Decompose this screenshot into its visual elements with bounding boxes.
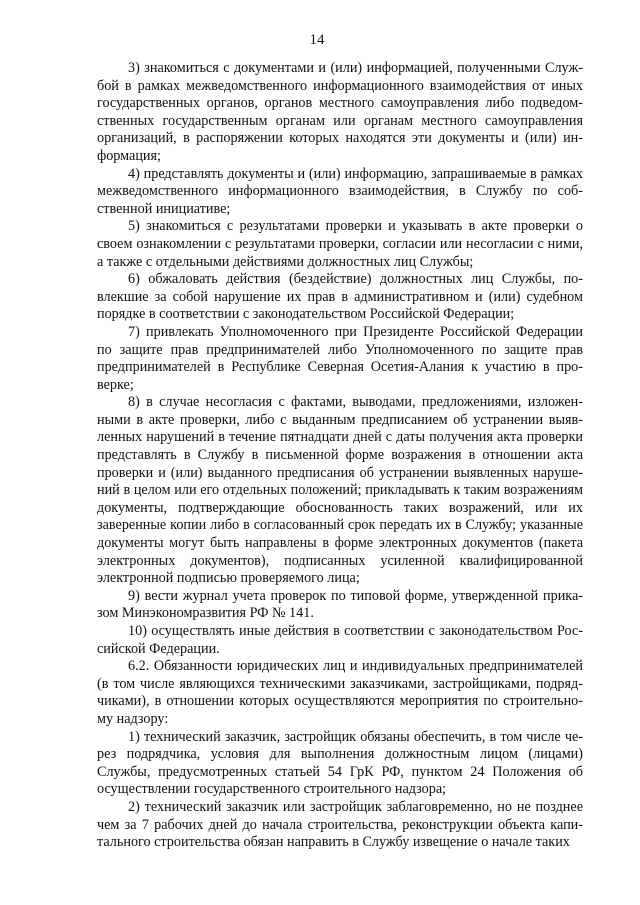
document-page <box>97 0 583 905</box>
paragraph-right-4: 4) представлять документы и (или) информацию, запрашиваемые в рамках межведомственного информационного взаимодействия, в Службу по собственной инициативе; <box>97 165 583 217</box>
document-body <box>97 60 583 852</box>
paragraph-right-9: 9) вести журнал учета проверок по типовой форме, утвержденной приказом Минэкономразвития РФ № 141. <box>97 587 583 622</box>
paragraph-right-7: 7) привлекать Уполномоченного при Президенте Российской Федерации по защите прав предпринимателей либо Уполномоченного по защите прав предпринимателей в Республике Северная Осетия-Алания к участию в проверке; <box>97 323 583 393</box>
paragraph-6-2-heading: 6.2. Обязанности юридических лиц и индивидуальных предпринимателей (в том числе являющихся техническими заказчиками, застройщиками, подрядчиками), в отношении которых осуществляются мероприятия по строительному надзору: <box>97 658 583 727</box>
paragraph-right-3: 3) знакомиться с документами и (или) информацией, полученными Службой в рамках межведомственного информационного взаимодействия от иных государственных органов, органов местного самоуправления либо подведомственных государственным органам или органам местного самоуправления организаций, в распоряжении которых находятся эти документы и (или) информация; <box>97 60 583 164</box>
paragraph-duty-1: 1) технический заказчик, застройщик обязаны обеспечить, в том числе через подрядчика, условия для выполнения должностным лицом (лицами) Службы, предусмотренных статьей 54 ГрК РФ, пунктом 24 Положения об осуществлении государственного строительного надзора; <box>97 728 583 798</box>
page-number: 14 <box>309 32 325 48</box>
paragraph-right-8: 8) в случае несогласия с фактами, выводами, предложениями, изложенными в акте проверки, либо с выданным предписанием об устранении выявленных нарушений в течение пятнадцати дней с даты получения акта проверки представлять в Службу в письменной форме возражения в отношении акта проверки и (или) выданного предписания об устранении выявленных нарушений в целом или его отдельных положений; прикладывать к таким возражениям документы, подтверждающие обоснованность таких возражений, или их заверенные копии либо в согласованный срок передать их в Службу; указанные документы могут быть направлены в форме электронных документов (пакета электронных документов), подписанных усиленной квалифицированной электронной подписью проверяемого лица; <box>97 394 583 587</box>
paragraph-right-6: 6) обжаловать действия (бездействие) должностных лиц Службы, повлекшие за собой нарушение их прав в административном и (или) судебном порядке в соответствии с законодательством Российской Федерации; <box>97 271 583 323</box>
paragraph-right-5: 5) знакомиться с результатами проверки и указывать в акте проверки о своем ознакомлении с результатами проверки, согласии или несогласии с ними, а также с отдельными действиями должностных лиц Службы; <box>97 218 583 270</box>
paragraph-duty-2: 2) технический заказчик или застройщик заблаговременно, но не позднее чем за 7 рабочих дней до начала строительства, реконструкции объекта капитального строительства обязан направить в Службу извещение о начале таких <box>97 798 583 851</box>
paragraph-right-10: 10) осуществлять иные действия в соответствии с законодательством Российской Федерации. <box>97 623 583 657</box>
